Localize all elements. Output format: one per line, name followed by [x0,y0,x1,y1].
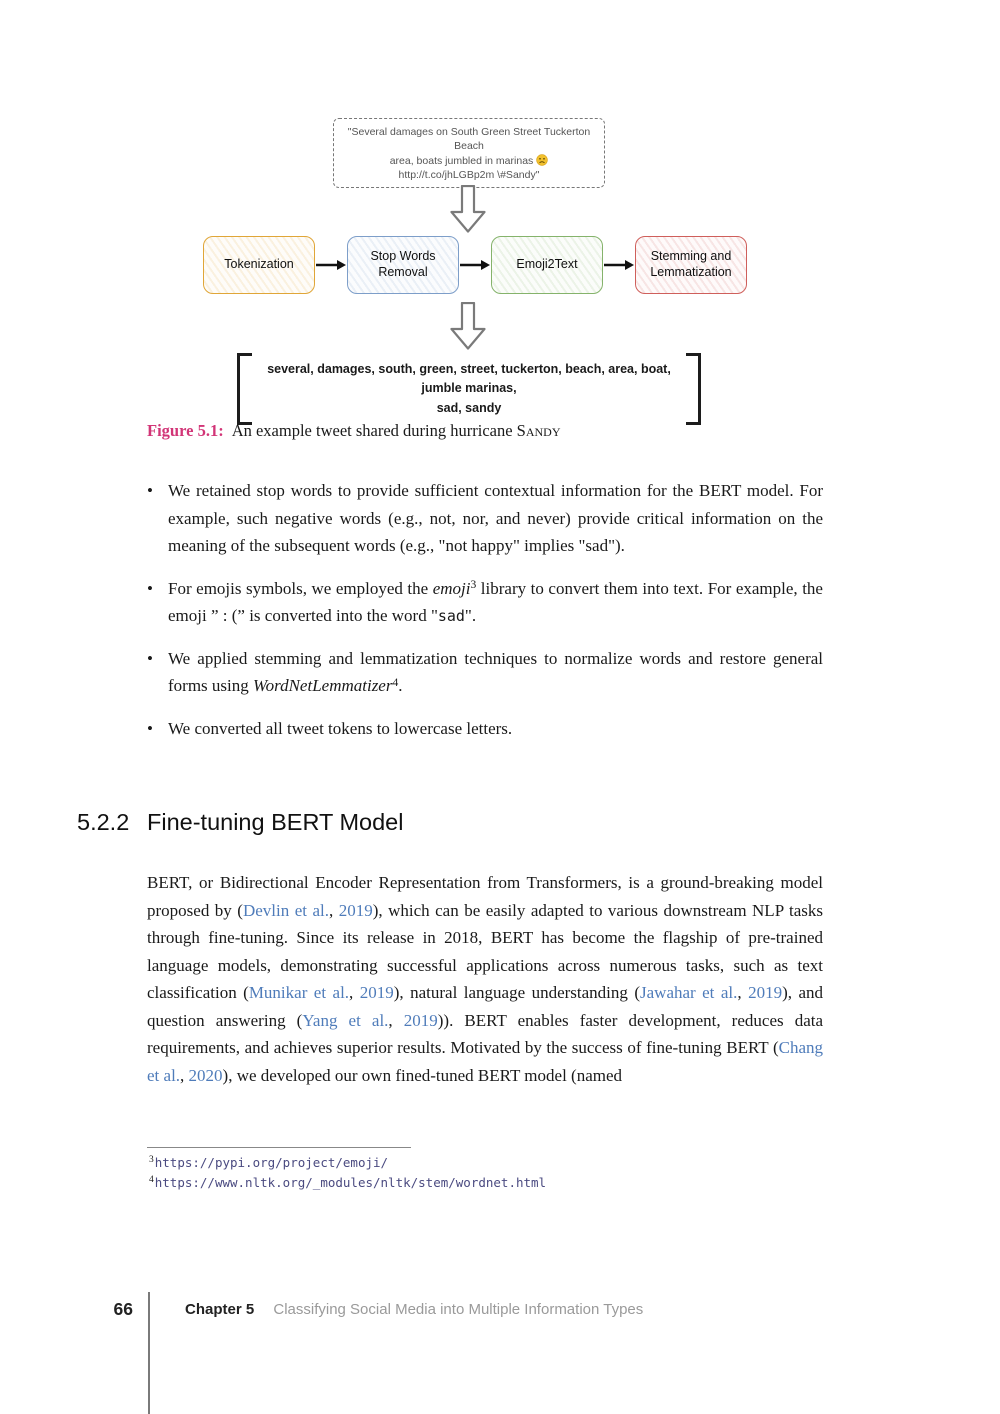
bullet-marker: • [147,648,153,668]
bullet-list [147,477,823,757]
bullet-text: For emojis symbols, we employed the emoji$^3$ library to convert them into text. For example, the emoji ” : (” is converted into the word "sad". [168,578,823,626]
pipeline-box-stemming-lemmatization: Stemming and Lemmatization [635,236,747,294]
pipeline-right-arrow-icon [316,259,346,271]
bullet-text: We retained stop words to provide sufficient contextual information for the BERT model. For example, such negative words (e.g., not, nor, and never) provide critical information on the meaning of the subsequent words (e.g., "not happy" implies "sad"). [168,481,823,556]
pipeline-right-arrow-icon [460,259,490,271]
bullet-marker: • [147,481,153,500]
section-heading [77,809,403,836]
pipeline-right-arrow-icon [604,259,634,271]
footnotes [149,1153,546,1193]
footnote-item [149,1173,546,1193]
figure-caption-label: Figure 5.1: [147,421,224,440]
citation-link[interactable]: Chang et al. [147,1038,823,1085]
output-tokens-line2: sad, sandy [436,400,502,415]
bullet-item [147,645,823,700]
pipeline-box-emoji2text: Emoji2Text [491,236,603,294]
figure-caption-smallcaps: Sandy [516,421,561,440]
bullet-text: We converted all tweet tokens to lowercase letters. [168,718,513,738]
bullet-text: We applied stemming and lemmatization techniques to normalize words and restore general forms using WordNetLemmatizer$^4$. [168,648,823,696]
figure-tweet-box [333,118,605,188]
figure-caption-text: An example tweet shared during hurricane [231,421,513,440]
pipeline-box-stopwords-removal: Stop Words Removal [347,236,459,294]
footer-chapter [185,1301,643,1318]
citation-link[interactable]: Jawahar et al. [640,983,738,1003]
tweet-text-line2: area, boats jumbled in marinas [342,154,596,168]
citation-link[interactable]: Devlin et al. [242,900,329,920]
bullet-marker: • [147,718,153,738]
section-title: Fine-tuning BERT Model [147,809,404,835]
right-bracket [686,353,701,425]
body-paragraph: BERT, or Bidirectional Encoder Representation from Transformers, is a ground-breaking model proposed by (Devlin et al., 2019), which can be easily adapted to various downstream NLP tasks through fine-tuning. Since its release in 2018, BERT has become the flagship of pre-trained language models, demonstrating successful applications across numerous tasks, such as text classification (Munikar et al., 2019), natural language understanding (Jawahar et al., 2019), and question answering (Yang et al., 2019)). BERT enables faster development, reduces data requirements, and achieves superior results. Motivated by the success of fine-tuning BERT (Chang et al., 2020), we developed our own fined-tuned BERT model (named [147,873,824,1085]
token-output-bracket [237,353,701,425]
preprocessing-pipeline [203,236,747,294]
footnote-rule [147,1147,411,1148]
output-tokens-line1: several, damages, south, green, street, tuckerton, beach, area, boat, jumble marinas, [267,362,671,396]
citation-link[interactable]: 2019 [338,900,373,920]
chapter-title: Classifying Social Media into Multiple Information Types [273,1301,644,1318]
citation-link[interactable]: 2019 [748,983,783,1003]
flow-down-arrow-icon [448,302,488,350]
figure-caption [147,421,561,441]
page-number: 66 [113,1299,133,1319]
footnote-marker: 4 [149,1175,154,1186]
citation-link[interactable]: Yang et al. [302,1010,389,1030]
bullet-marker: • [147,578,153,598]
footnote-url-link[interactable]: https://pypi.org/project/emoji/ [154,1155,389,1170]
flow-down-arrow-icon [448,185,488,233]
tweet-text-line1: "Several damages on South Green Street Tuckerton Beach [347,126,591,153]
disappointed-face-emoji-icon [536,154,548,166]
bullet-item [147,477,823,560]
footnote-url-link[interactable]: https://www.nltk.org/_modules/nltk/stem/wordnet.html [154,1175,547,1191]
footnote-marker: 3 [149,1155,154,1166]
bullet-item [147,575,823,630]
chapter-label: Chapter 5 [185,1301,255,1318]
footer-divider [148,1292,150,1414]
pipeline-box-tokenization: Tokenization [203,236,315,294]
tweet-text-line3: http://t.co/jhLGBp2m \#Sandy" [398,168,540,181]
citation-link[interactable]: 2019 [359,983,394,1003]
citation-link[interactable]: Munikar et al. [248,983,350,1003]
left-bracket [237,353,252,425]
bullet-item [147,715,823,743]
section-number: 5.2.2 [77,809,130,835]
citation-link[interactable]: 2019 [403,1010,438,1030]
footnote-item [149,1153,546,1173]
citation-link[interactable]: 2020 [188,1065,223,1085]
